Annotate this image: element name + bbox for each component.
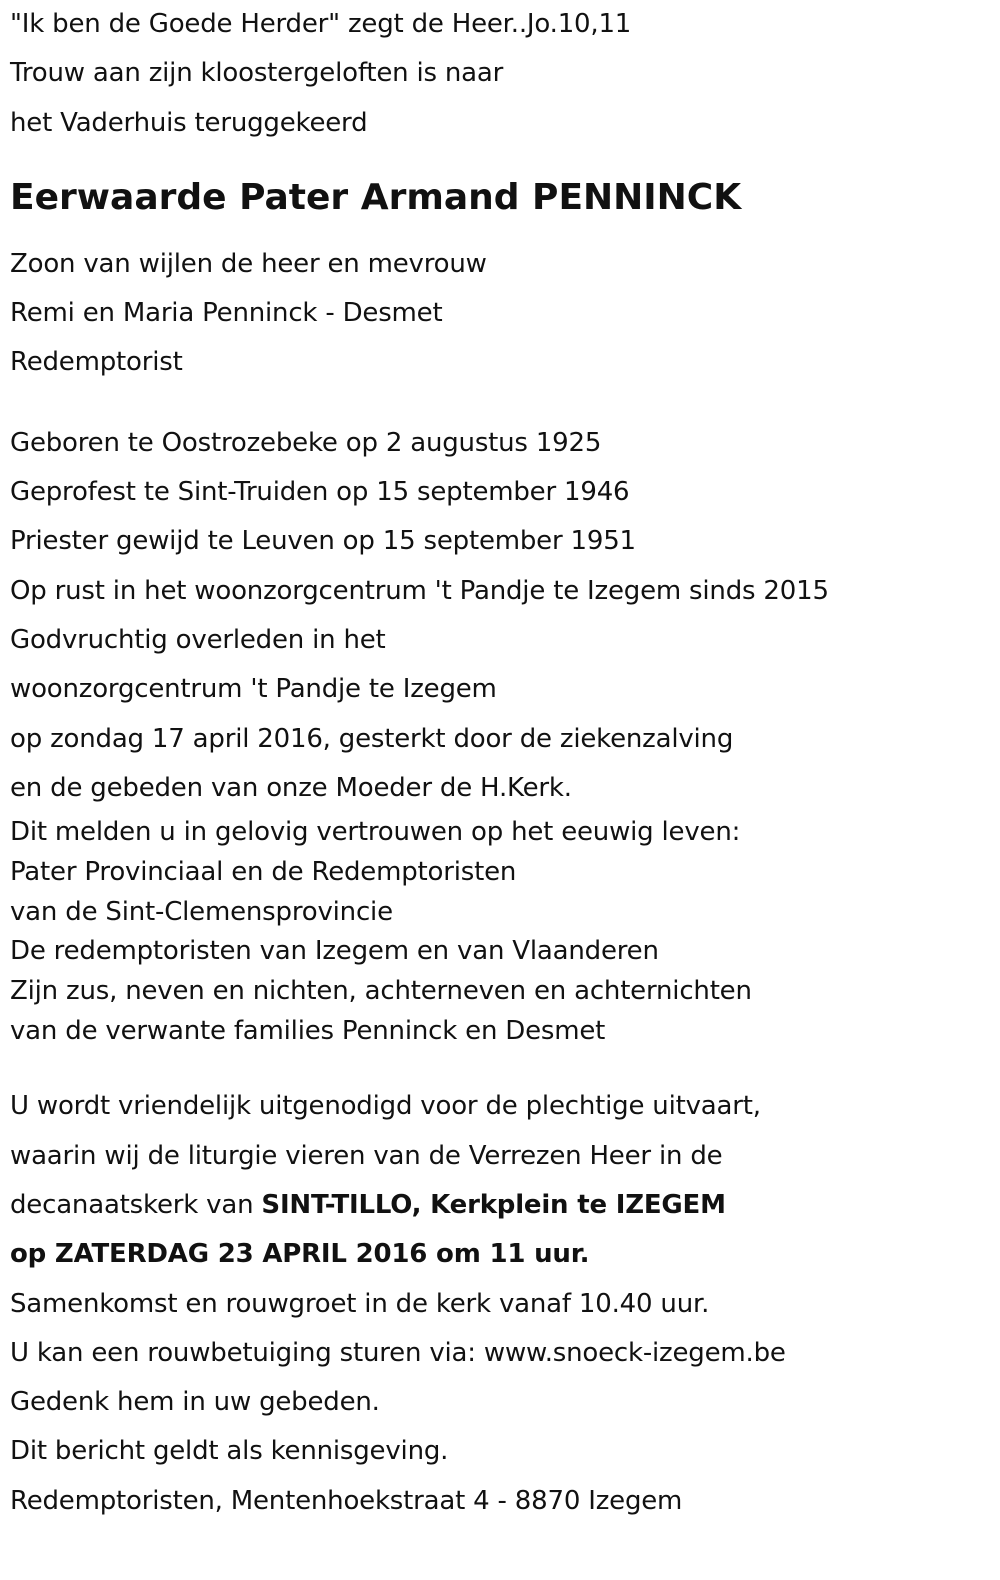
- announcer-line: Zijn zus, neven en nichten, achterneven en achternichten: [10, 975, 752, 1006]
- family-line: Zoon van wijlen de heer en mevrouw: [10, 248, 487, 279]
- life-line: woonzorgcentrum 't Pandje te Izegem: [10, 674, 497, 705]
- intro-line: het Vaderhuis teruggekeerd: [10, 107, 368, 138]
- announcer-line: van de verwante families Penninck en Desmet: [10, 1015, 606, 1046]
- funeral-church: SINT-TILLO, Kerkplein te IZEGEM: [261, 1189, 726, 1220]
- funeral-location-line: [10, 1181, 990, 1230]
- funeral-location-prefix: decanaatskerk van: [10, 1189, 262, 1220]
- notice-statement: Dit bericht geldt als kennisgeving.: [10, 1436, 449, 1467]
- funeral-block: [10, 1082, 990, 1526]
- life-line: op zondag 17 april 2016, gesterkt door de ziekenzalving: [10, 723, 734, 754]
- intro-block: [10, 0, 990, 148]
- condolence-website: U kan een rouwbetuiging sturen via: www.snoeck-izegem.be: [10, 1337, 786, 1368]
- life-line: en de gebeden van onze Moeder de H.Kerk.: [10, 772, 572, 803]
- life-line: Priester gewijd te Leuven op 15 september 1951: [10, 526, 636, 557]
- gathering-info: Samenkomst en rouwgroet in de kerk vanaf 10.40 uur.: [10, 1288, 710, 1319]
- funeral-invite-line: U wordt vriendelijk uitgenodigd voor de plechtige uitvaart,: [10, 1091, 761, 1122]
- life-line: Op rust in het woonzorgcentrum 't Pandje te Izegem sinds 2015: [10, 575, 829, 606]
- announcer-line: van de Sint-Clemensprovincie: [10, 896, 393, 927]
- announcer-line: Dit melden u in gelovig vertrouwen op het eeuwig leven:: [10, 817, 741, 848]
- announcer-line: Pater Provinciaal en de Redemptoristen: [10, 856, 517, 887]
- family-block: [10, 240, 990, 388]
- family-line: Remi en Maria Penninck - Desmet: [10, 298, 443, 329]
- prayer-request: Gedenk hem in uw gebeden.: [10, 1387, 380, 1418]
- family-line: Redemptorist: [10, 347, 183, 378]
- life-block: [10, 419, 990, 813]
- bible-quote: "Ik ben de Goede Herder" zegt de Heer..Jo.10,11: [10, 9, 632, 39]
- life-line: Godvruchtig overleden in het: [10, 624, 386, 655]
- obituary-notice: [10, 0, 990, 1526]
- announcer-line: De redemptoristen van Izegem en van Vlaanderen: [10, 936, 659, 967]
- funeral-date: op ZATERDAG 23 APRIL 2016 om 11 uur.: [10, 1239, 590, 1270]
- intro-line: Trouw aan zijn kloostergeloften is naar: [10, 58, 504, 89]
- spacer: [10, 388, 990, 419]
- announcers-block: [10, 813, 990, 1051]
- spacer: [10, 1051, 990, 1082]
- funeral-invite-line: waarin wij de liturgie vieren van de Verrezen Heer in de: [10, 1140, 723, 1171]
- life-line: Geprofest te Sint-Truiden op 15 september 1946: [10, 477, 630, 508]
- deceased-name-title: Eerwaarde Pater Armand PENNINCK: [10, 176, 742, 218]
- life-line: Geboren te Oostrozebeke op 2 augustus 1925: [10, 427, 602, 458]
- contact-address: Redemptoristen, Mentenhoekstraat 4 - 8870 Izegem: [10, 1485, 683, 1516]
